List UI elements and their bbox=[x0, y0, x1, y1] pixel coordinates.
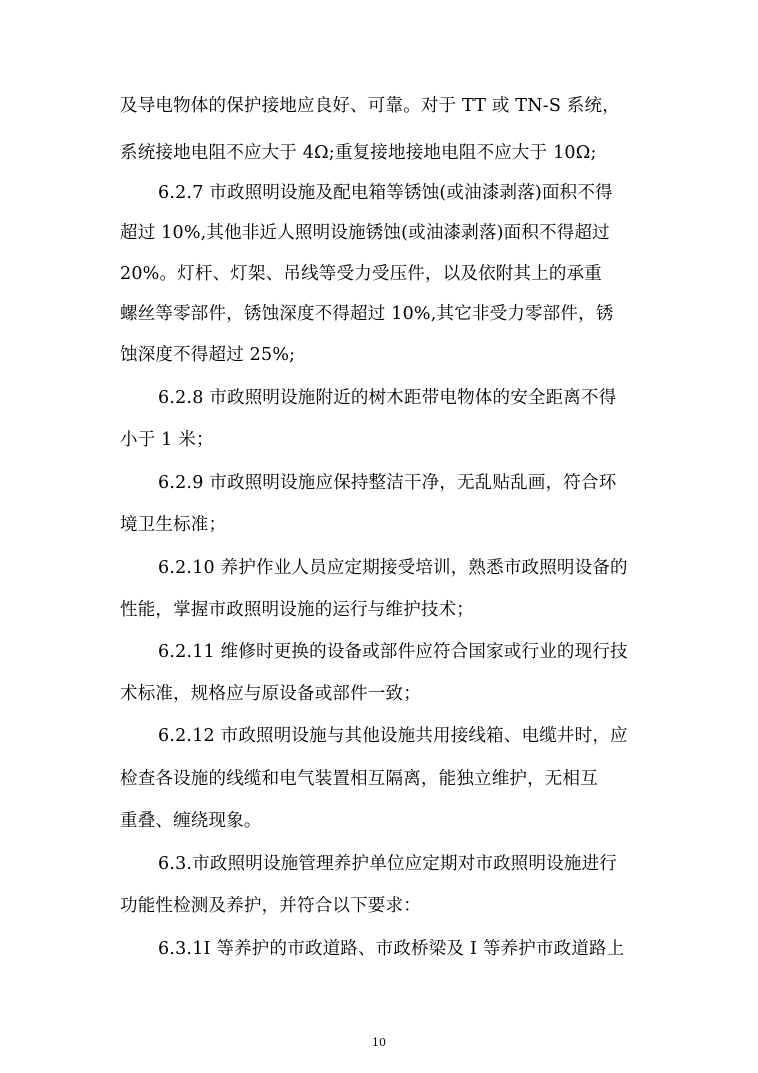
text-line: 6.2.8 市政照明设施附近的树木距带电物体的安全距离不得 bbox=[158, 388, 617, 408]
text-line: 6.2.10 养护作业人员应定期接受培训，熟悉市政照明设备的 bbox=[158, 558, 628, 578]
text-line: 蚀深度不得超过 25%; bbox=[120, 345, 296, 365]
text-line: 及导电物体的保护接地应良好、可靠。对于 TT 或 TN-S 系统， bbox=[120, 96, 620, 116]
text-line: 超过 10%,其他非近人照明设施锈蚀(或油漆剥落)面积不得超过 bbox=[120, 223, 610, 243]
text-line: 检查各设施的线缆和电气装置相互隔离，能独立维护，无相互 bbox=[120, 769, 598, 789]
text-line: 6.2.7 市政照明设施及配电箱等锈蚀(或油漆剥落)面积不得 bbox=[158, 183, 613, 203]
text-line: 境卫生标准； bbox=[120, 515, 227, 535]
text-line: 重叠、缠绕现象。 bbox=[120, 811, 262, 831]
text-line: 功能性检测及养护，并符合以下要求： bbox=[120, 896, 421, 916]
text-line: 6.3.1I 等养护的市政道路、市政桥梁及 I 等养护市政道路上 bbox=[158, 939, 625, 959]
text-line: 20%。灯杆、灯架、吊线等受力受压件，以及依附其上的承重 bbox=[120, 264, 602, 284]
text-line: 6.3.市政照明设施管理养护单位应定期对市政照明设施进行 bbox=[158, 854, 617, 874]
text-line: 小于 1 米； bbox=[120, 430, 214, 450]
page-number: 10 bbox=[372, 1036, 386, 1049]
text-line: 6.2.11 维修时更换的设备或部件应符合国家或行业的现行技 bbox=[158, 642, 628, 662]
text-line: 螺丝等零部件，锈蚀深度不得超过 10%,其它非受力零部件，锈 bbox=[120, 304, 614, 324]
text-line: 术标准，规格应与原设备或部件一致； bbox=[120, 684, 421, 704]
text-line: 6.2.9 市政照明设施应保持整洁干净，无乱贴乱画，符合环 bbox=[158, 473, 617, 493]
text-line: 6.2.12 市政照明设施与其他设施共用接线箱、电缆井时，应 bbox=[158, 726, 628, 746]
text-line: 系统接地电阻不应大于 4Ω;重复接地接地电阻不应大于 10Ω; bbox=[120, 143, 597, 163]
text-line: 性能，掌握市政照明设施的运行与维护技术； bbox=[120, 600, 474, 620]
